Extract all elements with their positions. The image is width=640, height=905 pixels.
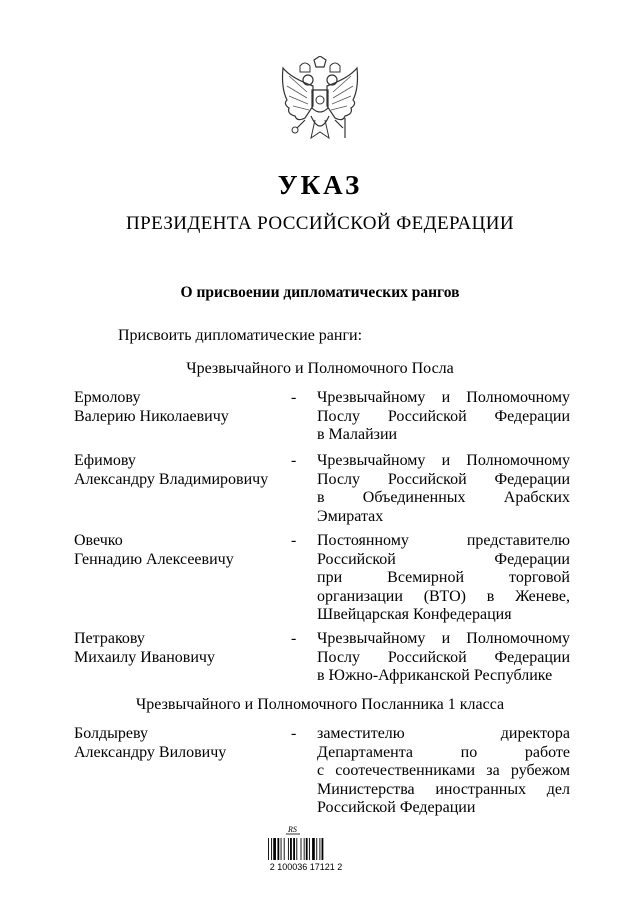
- appointee-given-name: Валерию Николаевичу: [74, 407, 229, 425]
- appointee-surname: Ефимову: [74, 452, 136, 469]
- position-line: Российской Федерации: [317, 550, 570, 568]
- position-line: с соотечественниками за рубежом: [317, 762, 570, 780]
- position-line: Послу Российской Федерации: [317, 470, 570, 488]
- dash: -: [291, 452, 297, 469]
- barcode-bar: [277, 838, 279, 860]
- position-line: в Малайзии: [317, 426, 398, 444]
- position-line: Чрезвычайному и Полномочному: [317, 630, 570, 647]
- rank-heading: Чрезвычайного и Полномочного Посла: [186, 360, 454, 377]
- barcode-bar: [306, 838, 308, 860]
- appointee-name: [74, 452, 284, 489]
- barcode-bar: [322, 838, 324, 860]
- barcode-bar: [290, 838, 292, 860]
- position-line: Чрезвычайному и Полномочному: [317, 389, 570, 406]
- appointee-given-name: Геннадию Алексеевичу: [74, 550, 234, 568]
- appointee-given-name: Александру Виловичу: [74, 743, 227, 761]
- barcode-bars: [268, 838, 323, 860]
- appointee-given-name: Михаилу Ивановичу: [74, 648, 215, 666]
- position-line: в Южно-Африканской Республике: [317, 667, 553, 685]
- position-line: Послу Российской Федерации: [317, 407, 570, 425]
- position-line: при Всемирной торговой: [317, 569, 570, 587]
- position-line: организации (ВТО) в Женеве,: [317, 587, 570, 605]
- appointee-surname: Ермолову: [74, 389, 141, 406]
- position-line: в Объединенных Арабских: [317, 489, 570, 507]
- position-line: Постоянному представителю: [317, 532, 570, 549]
- appointee-surname: Болдыреву: [74, 725, 148, 742]
- barcode-bar: [316, 838, 317, 860]
- appointee-given-name: Александру Владимировичу: [74, 470, 269, 488]
- appointee-name: [74, 725, 284, 762]
- coat-of-arms-emblem: [277, 56, 363, 148]
- dash: -: [291, 725, 297, 742]
- barcode-bar: [268, 838, 269, 860]
- position-line: Эмиратах: [317, 507, 384, 525]
- dash: -: [291, 630, 297, 647]
- barcode-bar: [281, 838, 282, 860]
- barcode-number: 2 100036 17121 2: [269, 862, 343, 872]
- barcode-bar: [312, 838, 315, 860]
- barcode-bar: [271, 838, 272, 860]
- appointee-position: [317, 630, 570, 686]
- barcode-bar: [293, 838, 295, 860]
- barcode-bar: [284, 838, 285, 860]
- seal-mark: RS: [288, 825, 297, 834]
- barcode-bar: [309, 838, 310, 860]
- appointee-name: [74, 389, 284, 426]
- appointee-name: [74, 630, 284, 667]
- barcode-bar: [273, 838, 276, 860]
- dash: -: [291, 389, 297, 406]
- barcode-bar: [304, 838, 305, 860]
- barcode-bar: [319, 838, 320, 860]
- rank-heading: Чрезвычайного и Полномочного Посланника 1 класса: [135, 696, 505, 713]
- appointee-surname: Овечко: [74, 532, 123, 549]
- position-line: Российской Федерации: [317, 799, 476, 817]
- position-line: Чрезвычайному и Полномочному: [317, 452, 570, 469]
- appointee-position: [317, 389, 570, 445]
- preamble: Присвоить дипломатические ранги:: [118, 327, 363, 344]
- decree-subject: О присвоении дипломатических рангов: [180, 284, 460, 301]
- appointee-position: [317, 452, 570, 526]
- appointee-surname: Петракову: [74, 630, 145, 647]
- barcode-bar: [288, 838, 289, 860]
- decree-title: УКАЗ: [277, 170, 363, 200]
- barcode-bar: [301, 838, 302, 860]
- position-line: Швейцарская Конфедерация: [317, 606, 512, 624]
- dash: -: [291, 532, 297, 549]
- barcode-bar: [296, 838, 297, 860]
- appointee-position: [317, 725, 570, 818]
- appointee-name: [74, 532, 284, 569]
- position-line: Министерства иностранных дел: [317, 780, 570, 798]
- position-line: Послу Российской Федерации: [317, 648, 570, 666]
- decree-issuer: ПРЕЗИДЕНТА РОССИЙСКОЙ ФЕДЕРАЦИИ: [126, 213, 514, 234]
- position-line: заместителю директора: [317, 725, 570, 742]
- position-line: Департамента по работе: [317, 743, 570, 761]
- appointee-position: [317, 532, 570, 625]
